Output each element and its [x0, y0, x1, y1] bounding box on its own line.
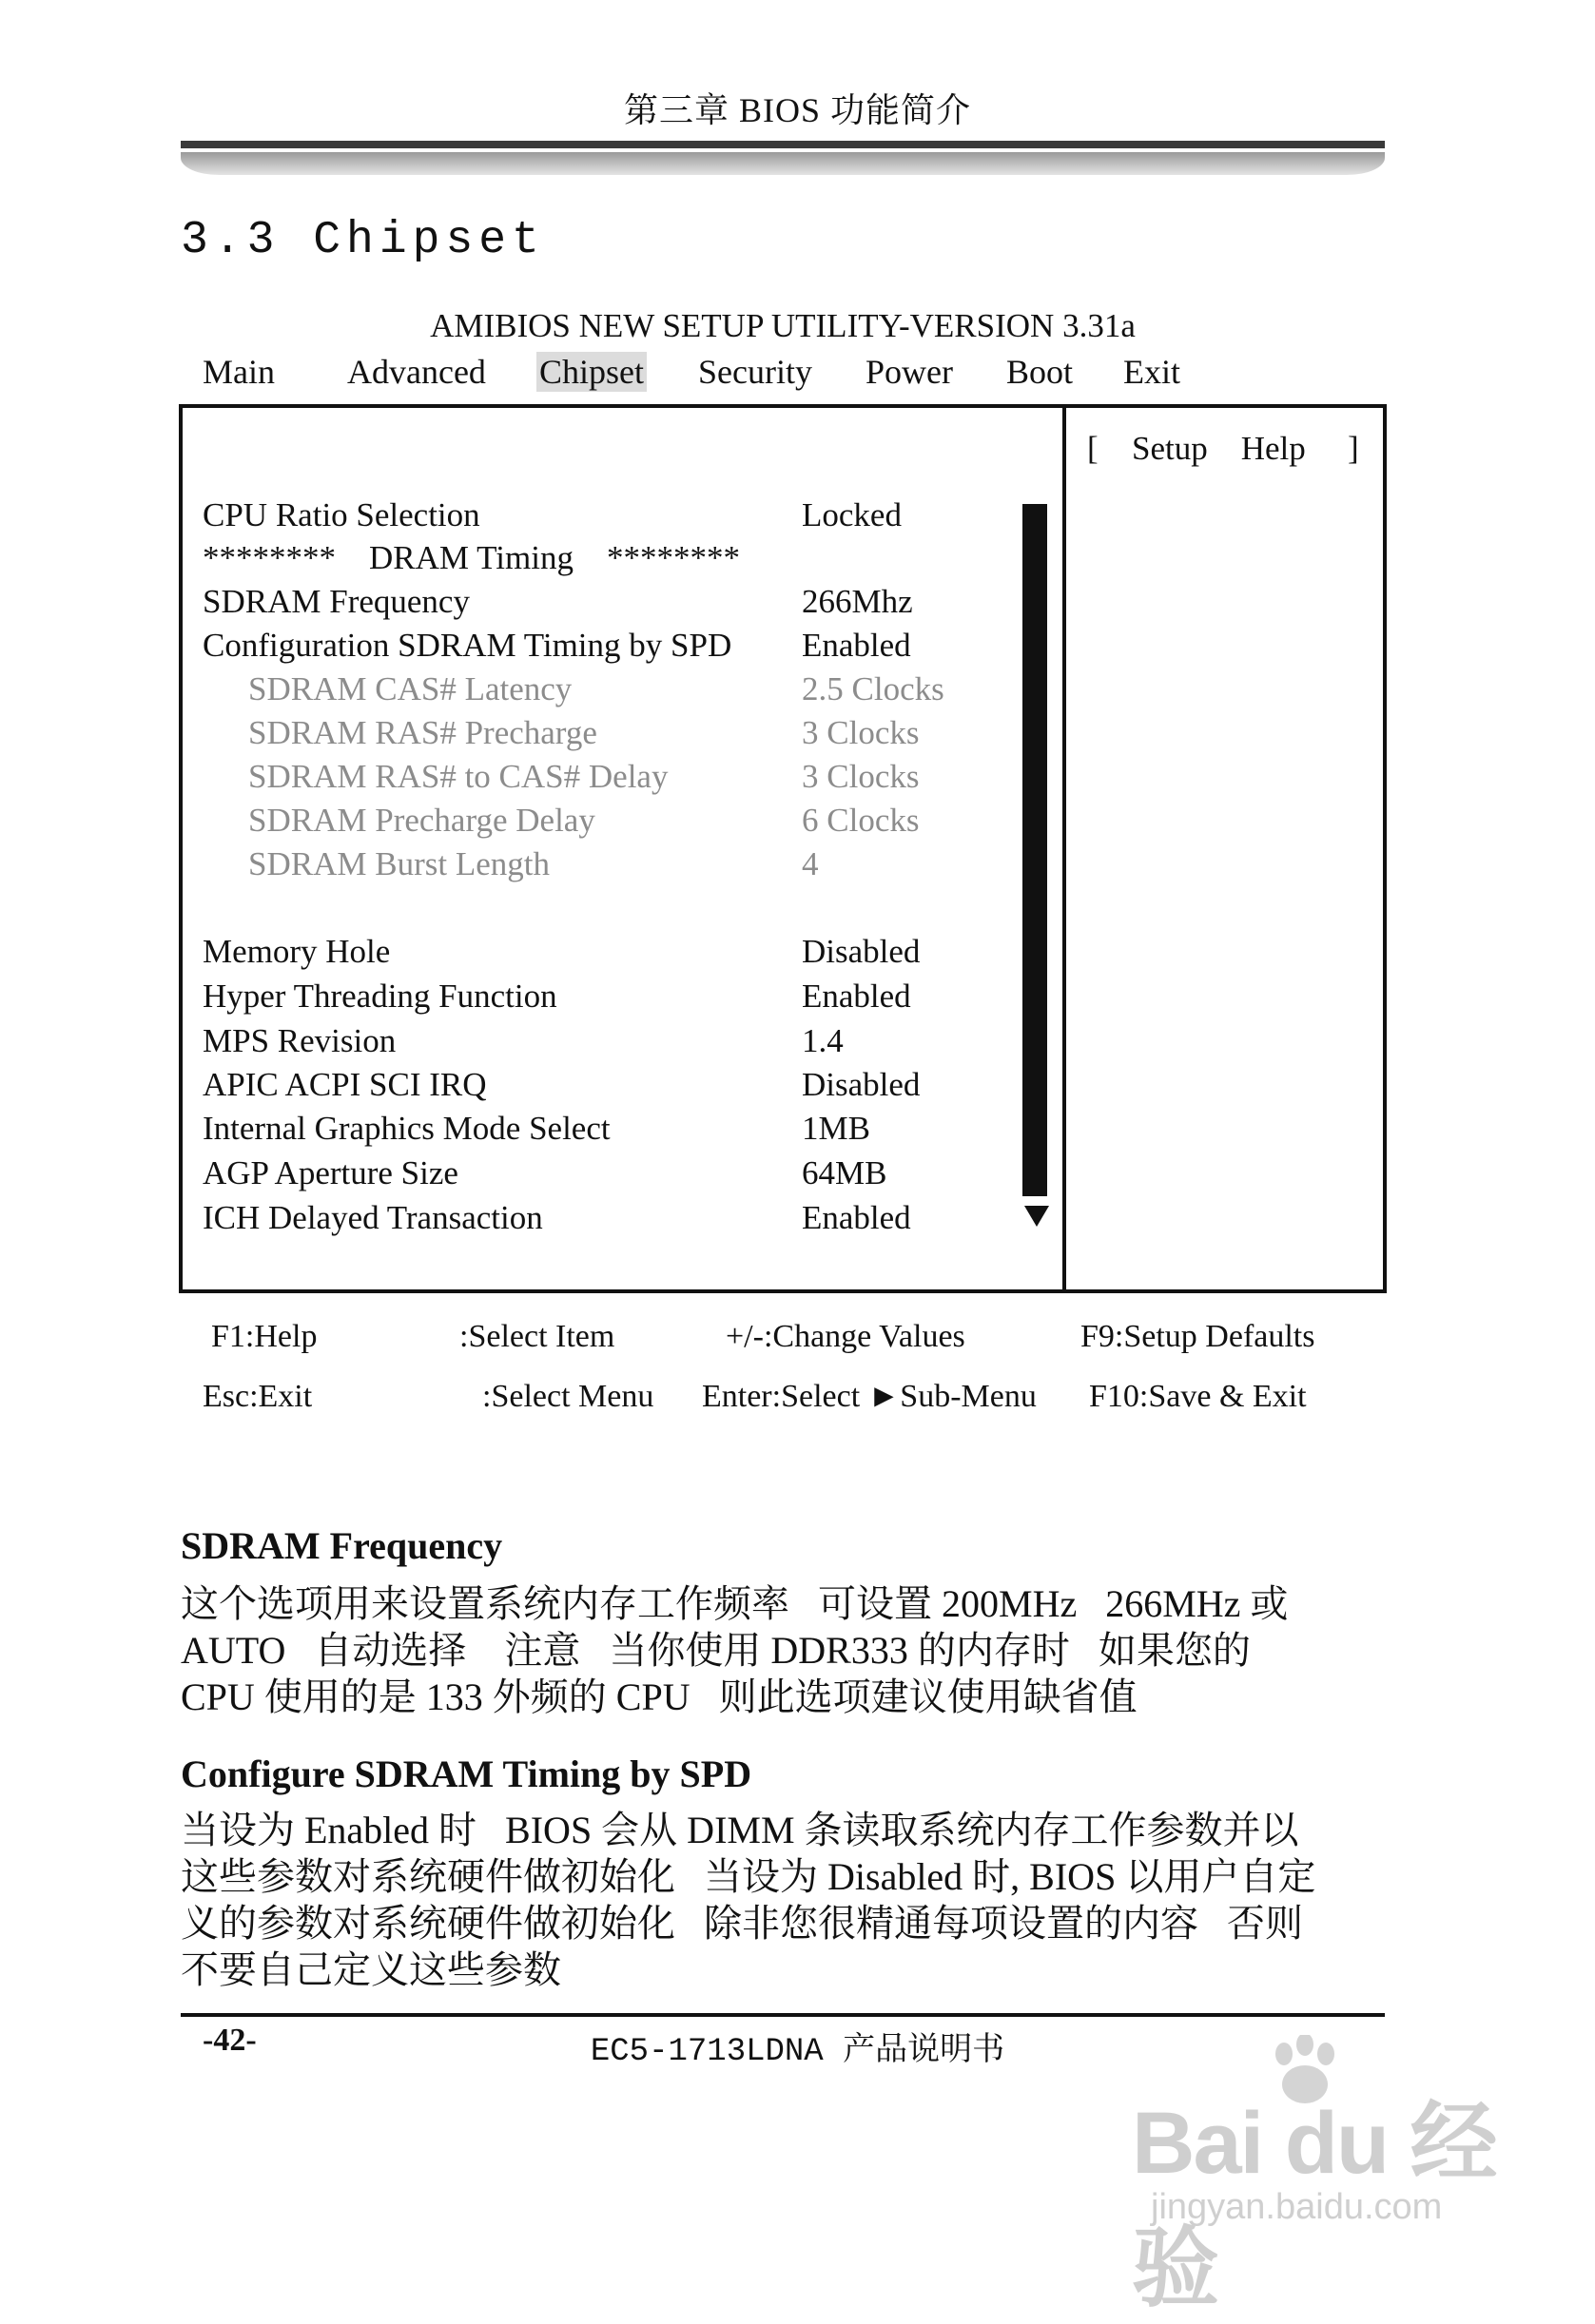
setting-label: SDRAM Burst Length	[248, 845, 550, 882]
menu-security[interactable]: Security	[698, 353, 812, 391]
legend-save-exit: F10:Save & Exit	[1089, 1379, 1307, 1414]
setting-value[interactable]: 64MB	[802, 1154, 887, 1191]
watermark-url: jingyan.baidu.com	[1151, 2187, 1443, 2227]
header-rule	[181, 141, 1385, 148]
setting-value[interactable]: 1MB	[802, 1110, 870, 1147]
legend-select-item: :Select Item	[459, 1319, 615, 1354]
paragraph-line: 不要自己定义这些参数	[181, 1948, 561, 1991]
menu-boot[interactable]: Boot	[1006, 353, 1074, 391]
legend-change-values: +/-:Change Values	[726, 1319, 965, 1354]
legend-select-menu: :Select Menu	[482, 1379, 654, 1414]
setting-label: Configuration SDRAM Timing by SPD	[203, 627, 732, 664]
paragraph-line: 义的参数对系统硬件做初始化 除非您很精通每项设置的内容 否则	[181, 1902, 1303, 1945]
help-bracket-open: [	[1087, 430, 1099, 467]
setting-row[interactable]	[203, 1154, 1040, 1198]
setting-label: SDRAM RAS# to CAS# Delay	[248, 758, 669, 795]
setting-row[interactable]	[203, 1110, 1040, 1153]
setting-label: ICH Delayed Transaction	[203, 1199, 543, 1236]
paragraph-line: 当设为 Enabled 时 BIOS 会从 DIMM 条读取系统内存工作参数并以	[181, 1809, 1299, 1851]
setting-value: 3 Clocks	[802, 758, 920, 795]
setting-row[interactable]	[203, 583, 1040, 627]
setting-label: AGP Aperture Size	[203, 1154, 458, 1191]
setting-label: Internal Graphics Mode Select	[203, 1110, 611, 1147]
setting-row[interactable]	[203, 627, 1040, 670]
legend-esc-exit: Esc:Exit	[203, 1379, 313, 1414]
menu-power[interactable]: Power	[866, 353, 953, 391]
setting-row[interactable]	[203, 1066, 1040, 1110]
setting-label: SDRAM CAS# Latency	[248, 670, 573, 707]
setting-row[interactable]	[203, 978, 1040, 1021]
page-number: -42-	[203, 2023, 257, 2058]
menu-advanced[interactable]: Advanced	[347, 353, 486, 391]
spd-timing-heading: Configure SDRAM Timing by SPD	[181, 1753, 752, 1795]
setting-label: SDRAM Frequency	[203, 583, 470, 620]
setting-value[interactable]: Disabled	[802, 1066, 921, 1103]
help-bracket-close: ]	[1348, 430, 1359, 467]
setting-row[interactable]	[203, 1022, 1040, 1066]
setting-row	[203, 845, 1040, 889]
footer-rule	[181, 2013, 1385, 2017]
manual-title: EC5-1713LDNA 产品说明书	[590, 2034, 1005, 2070]
menu-main[interactable]: Main	[203, 353, 275, 391]
setting-row	[203, 714, 1040, 758]
setting-value: 2.5 Clocks	[802, 670, 944, 707]
setting-row[interactable]	[203, 496, 1040, 540]
setting-value[interactable]: Enabled	[802, 978, 911, 1015]
setting-label: Memory Hole	[203, 933, 391, 970]
setting-row	[203, 758, 1040, 802]
paragraph-line: AUTO 自动选择 注意 当你使用 DDR333 的内存时 如果您的	[181, 1629, 1251, 1672]
setting-label: APIC ACPI SCI IRQ	[203, 1066, 487, 1103]
setting-value[interactable]: 1.4	[802, 1022, 844, 1059]
section-heading: 3.3 Chipset	[181, 215, 545, 266]
legend-f1-help: F1:Help	[211, 1319, 318, 1354]
setting-row	[203, 802, 1040, 845]
setting-value: 4	[802, 845, 819, 882]
setting-value: 6 Clocks	[802, 802, 920, 839]
setting-row[interactable]	[203, 1199, 1040, 1243]
bios-panel-divider	[1062, 404, 1066, 1293]
setting-label: MPS Revision	[203, 1022, 397, 1059]
setting-value[interactable]: 266Mhz	[802, 583, 913, 620]
setting-row	[203, 670, 1040, 714]
setting-label: CPU Ratio Selection	[203, 496, 480, 533]
setup-help-label: Setup Help	[1132, 430, 1306, 467]
setting-value[interactable]: Disabled	[802, 933, 921, 970]
paragraph-line: 这个选项用来设置系统内存工作频率 可设置 200MHz 266MHz 或	[181, 1582, 1289, 1625]
setting-label: Hyper Threading Function	[203, 978, 557, 1015]
setting-value[interactable]: Enabled	[802, 1199, 911, 1236]
paragraph-line: CPU 使用的是 133 外频的 CPU 则此选项建议使用缺省值	[181, 1675, 1138, 1718]
setting-label: SDRAM RAS# Precharge	[248, 714, 597, 751]
paragraph-line: 这些参数对系统硬件做初始化 当设为 Disabled 时, BIOS 以用户自定	[181, 1855, 1316, 1898]
setting-value: 3 Clocks	[802, 714, 920, 751]
watermark-logo: Bai du 经验	[1132, 2095, 1496, 2317]
menu-exit[interactable]: Exit	[1123, 353, 1180, 391]
setting-value[interactable]: Enabled	[802, 627, 911, 664]
bios-utility-title: AMIBIOS NEW SETUP UTILITY-VERSION 3.31a	[430, 307, 1136, 344]
dram-timing-separator: ******** DRAM Timing ********	[203, 539, 740, 576]
baidu-watermark	[1132, 2035, 1512, 2317]
setting-label: SDRAM Precharge Delay	[248, 802, 595, 839]
legend-setup-defaults: F9:Setup Defaults	[1080, 1319, 1315, 1354]
setting-value[interactable]: Locked	[802, 496, 902, 533]
setting-row[interactable]	[203, 933, 1040, 977]
legend-enter-submenu: Enter:Select ►Sub-Menu	[702, 1379, 1037, 1414]
header-shade	[181, 152, 1385, 175]
chapter-title: 第三章 BIOS 功能简介	[623, 91, 972, 129]
sdram-frequency-heading: SDRAM Frequency	[181, 1524, 503, 1567]
menu-chipset[interactable]: Chipset	[536, 352, 647, 392]
